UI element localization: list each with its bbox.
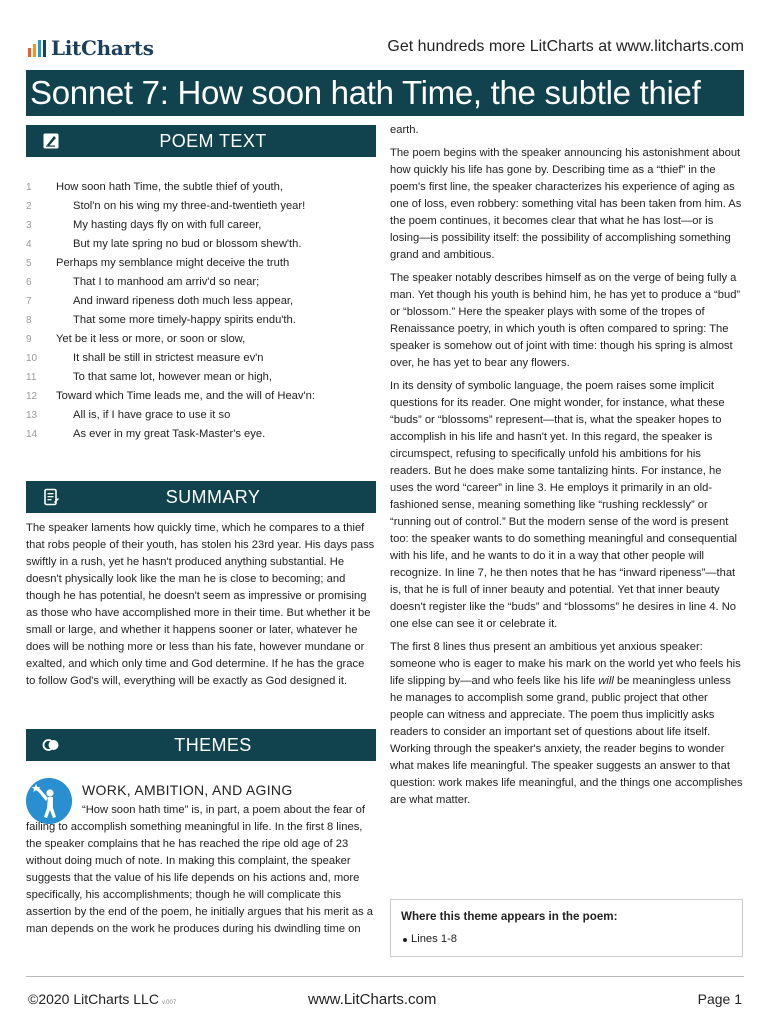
theme-intro-text (26, 802, 376, 938)
line-number: 1 (26, 182, 32, 193)
analysis-paragraph (390, 639, 744, 809)
line-number: 10 (26, 353, 38, 364)
litcharts-logo[interactable] (28, 34, 154, 62)
line-number: 3 (26, 220, 32, 231)
theme-analysis-column (390, 122, 744, 815)
theme-title: WORK, AMBITION, AND AGING (82, 782, 293, 798)
where-theme-title: Where this theme appears in the poem: (401, 910, 618, 923)
line-text: My hasting days fly on with full career, (73, 219, 262, 231)
copyright-text: ©2020 LitCharts LLC (28, 991, 159, 1007)
summary-header (26, 481, 376, 513)
footer-copyright (28, 991, 176, 1007)
line-text: It shall be still in strictest measure ev'n (73, 352, 264, 364)
page-number: Page 1 (697, 991, 742, 1007)
line-number: 6 (26, 277, 32, 288)
page-title: Sonnet 7: How soon hath Time, the subtle thief (30, 74, 701, 111)
line-text: All is, if I have grace to use it so (73, 409, 231, 421)
poem-line (26, 311, 376, 330)
poem-line (26, 330, 376, 349)
page-footer (26, 991, 744, 1011)
line-number: 9 (26, 334, 32, 345)
poem-line (26, 273, 376, 292)
poem-line (26, 425, 376, 444)
version-text: v.007 (161, 1000, 177, 1006)
line-number: 14 (26, 429, 38, 440)
poem-text-header (26, 125, 376, 157)
analysis-paragraph: The speaker notably describes himself as on the verge of being fully a man. Yet though his youth is behind him, he has yet to produce a “bud” or “blossom.” Here the speaker plays with some of the tropes of Renaissance poetry, in which youth is often compared to spring: The speaker is somehow out of joint with time: though his spring is almost over, he has yet to bear any flowers. (390, 272, 741, 369)
footer-divider (26, 976, 744, 977)
analysis-paragraph: earth. (390, 124, 419, 136)
line-text: That I to manhood am arriv'd so near; (73, 276, 260, 288)
theme-intro-body: “How soon hath time” is, in part, a poem about the fear of failing to accomplish something meaningful in life. In the first 8 lines, the speaker complains that he has reached the ripe old age of 23 without doing much of note. In making this complaint, the speaker suggests that the value of his life depends on his actions and, more specifically, his accomplishments; though he will complicate this assertion by the end of the poem, he initially argues that his merit as a man depends on the work he produces during his dwindling time on (26, 804, 374, 935)
poem-line (26, 368, 376, 387)
analysis-paragraph: In its density of symbolic language, the poem raises some implicit questions for its reader. One might wonder, for instance, what these “buds” or “blossoms” represent—that is, what the speaker hopes to accomplish in his life and hasn't yet. In this regard, the speaker is circumspect, refusing to specifically unfold his ambitions for his readers. But he does make some tantalizing hints. For instance, he uses the word “career” in line 3. He employs it primarily in an old-fashioned sense, meaning something like “rushing recklessly” or “running out of control.” But the modern sense of the word is present too: the speaker wants to do something meaningful and consequential with his life, and he wants to do it in a way that other people will recognize. In line 7, he then notes that he has “inward ripeness”—that is, that he is full of inner beauty and potential. Yet that inner beauty doesn't register like the “buds” and “blossoms” he desires in line 4. No one else can see it or celebrate it. (390, 380, 738, 630)
line-text: Toward which Time leads me, and the will of Heav'n: (56, 390, 315, 402)
where-theme-appears-box (390, 899, 743, 957)
logo-bars-icon (28, 39, 46, 57)
where-theme-lines[interactable]: Lines 1-8 (401, 933, 732, 945)
poem-lines (26, 178, 376, 444)
line-number: 5 (26, 258, 32, 269)
line-number: 4 (26, 239, 32, 250)
poem-line (26, 349, 376, 368)
themes-title: THEMES (174, 735, 252, 755)
poem-line (26, 235, 376, 254)
themes-header (26, 729, 376, 761)
analysis-text: The first 8 lines thus present an ambitious yet anxious speaker: someone who is eager to make his mark on the world yet who feels his life slipping by—and who feels like his life (390, 641, 741, 687)
summary-text: The speaker laments how quickly time, which he compares to a thief that robs people of their youth, has stolen his 23rd year. His days pass swiftly in a rush, yet he hasn't produced anything substantial. He doesn't physically look like the man he is close to becoming; and though he has potential, he doesn't seem as impressive or promising as those who have accomplished more in their time. But whether it be small or large, and whether it happens sooner or later, whatever he does will be nothing more or less than his fate, however mundane or exalted, and which only time and God determine. If he has the grace to follow God's will, everything will be exactly as God designed it. (26, 522, 375, 687)
poem-line (26, 197, 376, 216)
header-tagline[interactable]: Get hundreds more LitCharts at www.litcharts.com (387, 38, 744, 55)
line-text: As ever in my great Task-Master's eye. (73, 428, 266, 440)
title-bar (26, 70, 744, 116)
line-number: 11 (26, 372, 37, 383)
poem-line (26, 387, 376, 406)
line-text: Perhaps my semblance might deceive the truth (56, 257, 290, 269)
line-text: Stol'n on his wing my three-and-twentieth year! (73, 200, 306, 212)
line-text: Yet be it less or more, or soon or slow, (56, 333, 246, 345)
page-header (26, 34, 744, 62)
analysis-emphasis: will (598, 675, 614, 687)
line-number: 7 (26, 296, 32, 307)
line-number: 2 (26, 201, 32, 212)
poem-line (26, 216, 376, 235)
analysis-paragraph: The poem begins with the speaker announcing his astonishment about how quickly his life has gone by. Describing time as a “thief” in the poem's first line, the speaker characterizes his experience of aging as one of loss, even robbery: something vital has been taken from him. As the poem continues, it becomes clear that what he has lost—or is losing—is possibility itself: the possibility of accomplishing something grand and ambitious. (390, 147, 742, 261)
logo-text: LitCharts (51, 36, 154, 60)
poem-line (26, 292, 376, 311)
poem-line (26, 178, 376, 197)
poem-line (26, 406, 376, 425)
line-text: How soon hath Time, the subtle thief of youth, (56, 181, 283, 193)
line-text: And inward ripeness doth much less appear, (73, 295, 294, 307)
poem-text-title: POEM TEXT (159, 131, 267, 151)
line-text: That some more timely-happy spirits endu'th. (73, 314, 296, 326)
line-text: To that same lot, however mean or high, (73, 371, 272, 383)
line-number: 12 (26, 391, 38, 402)
footer-url[interactable]: www.LitCharts.com (308, 991, 437, 1008)
analysis-text: be meaningless unless he manages to accomplish some grand, public project that other people can witness and appreciate. The poem thus implicitly asks readers to consider an important set of questions about life itself. Working through the speaker's anxiety, the reader begins to wonder what makes life meaningful. The speaker suggests an answer to that question: work makes life meaningful, and the things one accomplishes are what matter. (390, 675, 743, 806)
summary-title: SUMMARY (165, 487, 261, 507)
poem-line (26, 254, 376, 273)
line-text: But my late spring no bud or blossom shew'th. (73, 238, 302, 250)
line-number: 8 (26, 315, 32, 326)
line-number: 13 (26, 410, 38, 421)
